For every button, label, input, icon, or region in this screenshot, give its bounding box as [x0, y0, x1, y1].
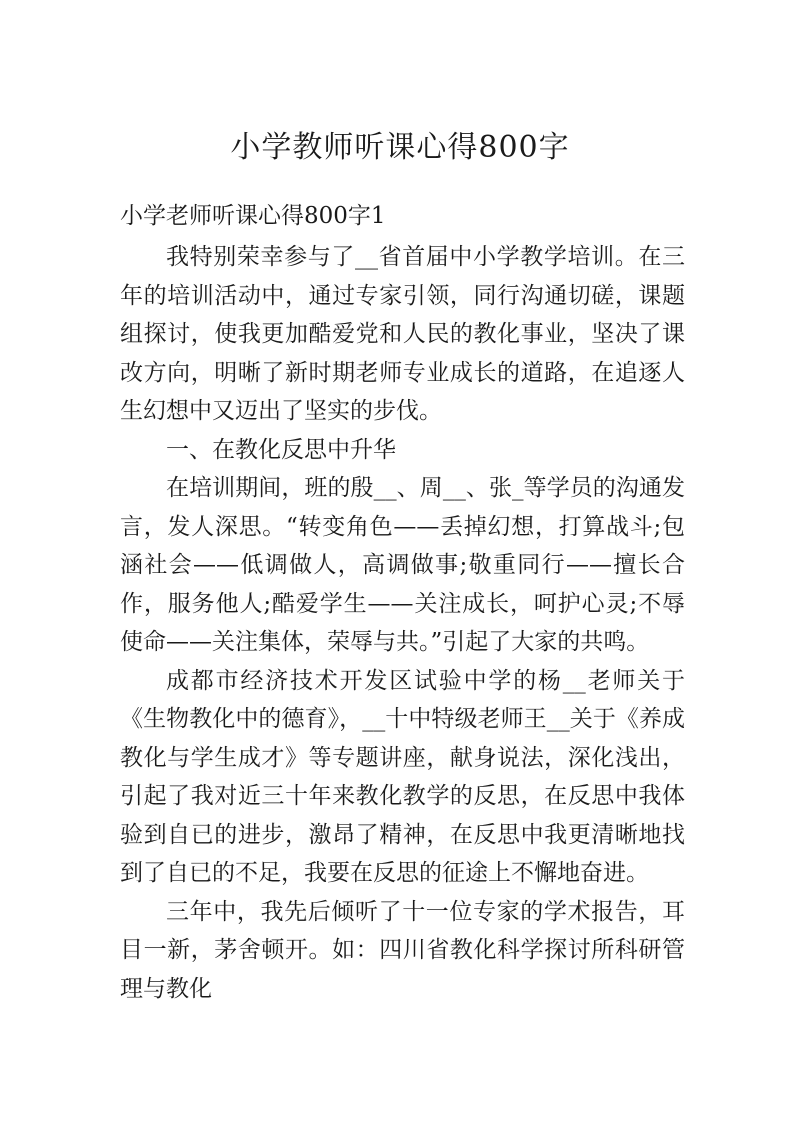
- document-title: 小学教师听课心得800字: [230, 130, 570, 165]
- paragraph-1: 我特别荣幸参与了__省首届中小学教学培训。在三年的培训活动中，通过专家引领，同行沟通切磋，课题组探讨，使我更加酷爱党和人民的教化事业，坚决了课改方向，明晰了新时期老师专业成长的道路，在追逐人生幻想中又迈出了坚实的步伐。: [120, 244, 685, 424]
- document-body: [120, 238, 685, 1008]
- paragraph-4: 三年中，我先后倾听了十一位专家的学术报告，耳目一新，茅舍顿开。如：四川省教化科学探讨所科研管理与教化: [120, 898, 685, 1002]
- paragraph-3: 成都市经济技术开发区试验中学的杨__老师关于《生物教化中的德育》，__十中特级老师王__关于《养成教化与学生成才》等专题讲座，献身说法，深化浅出，引起了我对近三十年来教化教学的反思，在反思中我体验到自已的进步，激昂了精神，在反思中我更清晰地找到了自已的不足，我要在反思的征途上不懈地奋进。: [120, 667, 685, 886]
- section-heading: 一、在教化反思中升华: [166, 436, 396, 463]
- paragraph-2: 在培训期间，班的殷__、周__、张_等学员的沟通发言，发人深思。“转变角色——丢掉幻想，打算战斗;包涵社会——低调做人，高调做事;敬重同行——擅长合作，服务他人;酷爱学生——关注成长，呵护心灵;不辱使命——关注集体，荣辱与共。”引起了大家的共鸣。: [120, 475, 685, 655]
- section-subtitle: 小学老师听课心得800字1: [120, 203, 386, 229]
